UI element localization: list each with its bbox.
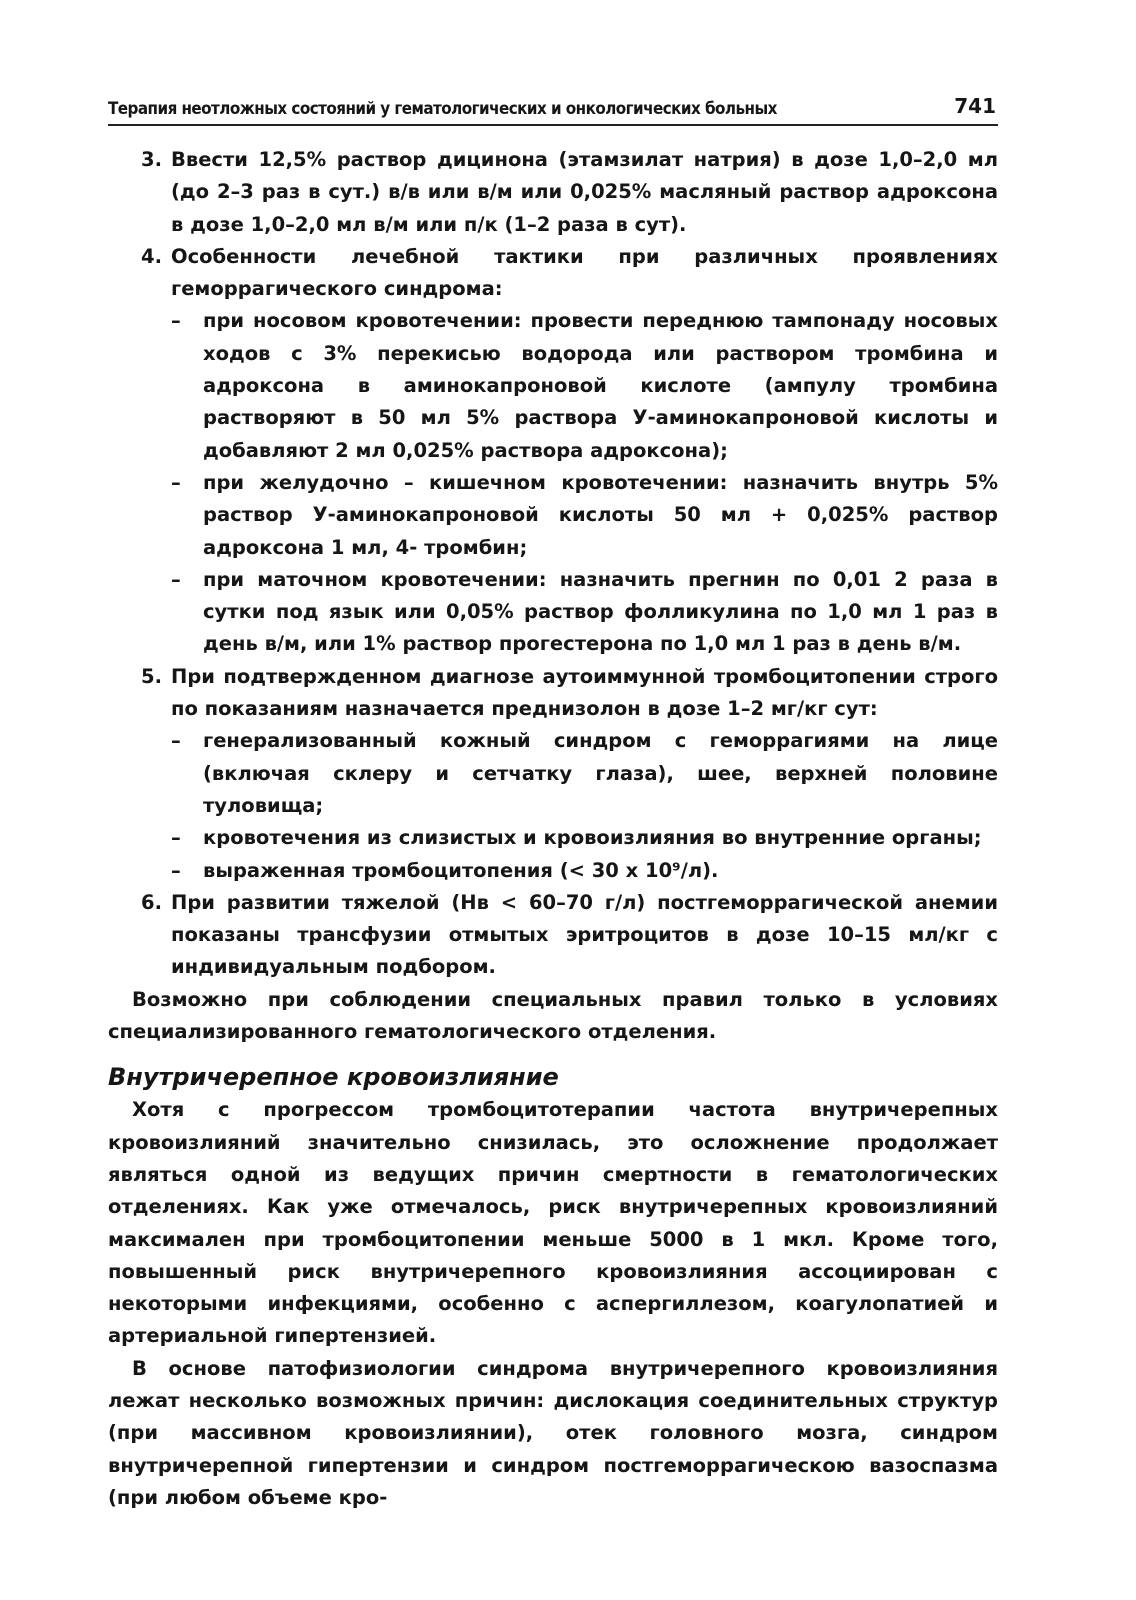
sub-item-text: при маточном кровотечении: назначить прегнин по 0,01 2 раза в сутки под язык или 0,05% раствор фолликулина по 1,0 мл 1 раз в день в/м, или 1% раствор прогестерона по 1,0 мл 1 раз в день в/м.	[203, 567, 998, 656]
list-number: 5.	[141, 664, 162, 688]
paragraph: В основе патофизиологии синдрома внутричерепного кровоизлияния лежат несколько возможных причин: дислокация соединительных структур (при массивном кровоизлиянии), отек головного мозга, синдром внутричерепной гипертензии и синдром постгеморрагическою вазоспазма (при любом объеме кро-	[108, 1356, 998, 1509]
sub-item-text: генерализованный кожный синдром с геморрагиями на лице (включая склеру и сетчатку глаза), шее, верхней половине туловища;	[203, 729, 998, 817]
dash-marker: –	[171, 309, 181, 333]
list-item-text: При развитии тяжелой (Нв < 60–70 г/л) постгеморрагической анемии показаны трансфузии отмытых эритроцитов в дозе 10–15 мл/кг с индивидуальным подбором.	[171, 890, 998, 979]
dash-marker: –	[171, 826, 181, 850]
sub-item-text: кровотечения из слизистых и кровоизлияния во внутренние органы;	[203, 826, 982, 850]
section-title: Внутричерепное кровоизлияние	[108, 1063, 559, 1092]
sub-item-text: при желудочно – кишечном кровотечении: назначить внутрь 5% раствор У-аминокапроновой кислоты 50 мл + 0,025% раствор адроксона 1 мл, 4- тромбин;	[203, 470, 998, 559]
dash-marker: –	[171, 858, 181, 882]
sub-item	[171, 822, 998, 854]
running-title: Терапия неотложных состояний у гематологических и онкологических больных	[108, 99, 777, 118]
list-item-3	[108, 144, 998, 241]
sub-item	[171, 855, 998, 887]
list-item-6	[108, 887, 998, 984]
running-header	[108, 88, 998, 126]
list-item-text: Особенности лечебной тактики при различных проявлениях геморрагического синдрома:	[171, 244, 998, 301]
sub-item	[171, 564, 998, 661]
dash-marker: –	[171, 567, 181, 591]
dash-marker: –	[171, 470, 181, 494]
sub-item-text: выраженная тромбоцитопения (< 30 х 10⁹/л).	[203, 858, 719, 882]
sub-item	[171, 305, 998, 466]
list-number: 4.	[141, 244, 162, 268]
body-text	[108, 144, 998, 1514]
sub-item	[171, 725, 998, 822]
list-item-text: При подтвержденном диагнозе аутоиммунной тромбоцитопении строго по показаниям назначается преднизолон в дозе 1–2 мг/кг сут:	[171, 664, 998, 721]
list-item-5	[108, 661, 998, 887]
list-item-text: Ввести 12,5% раствор дицинона (этамзилат натрия) в дозе 1,0–2,0 мл (до 2–3 раз в сут.) в/в или в/м или 0,025% масляный раствор адроксона в дозе 1,0–2,0 мл в/м или п/к (1–2 раза в сут).	[171, 148, 998, 236]
dash-marker: –	[171, 729, 181, 753]
list-number: 6.	[141, 890, 162, 914]
page-number: 741	[954, 94, 996, 118]
list-number: 3.	[141, 148, 162, 171]
sub-item	[171, 467, 998, 564]
closing-paragraph: Возможно при соблюдении специальных правил только в условиях специализированного гематологического отделения.	[108, 987, 998, 1044]
list-item-4	[108, 241, 998, 661]
paragraph: Хотя с прогрессом тромбоцитотерапии частота внутричерепных кровоизлияний значительно снизилась, это осложнение продолжает являться одной из ведущих причин смертности в гематологических отделениях. Как уже отмечалось, риск внутричерепных кровоизлияний максимален при тромбоцитопении меньше 5000 в 1 мкл. Кроме того, повышенный риск внутричерепного кровоизлияния ассоциирован с некоторыми инфекциями, особенно с аспергиллезом, коагулопатией и артериальной гипертензией.	[108, 1098, 998, 1348]
sub-item-text: при носовом кровотечении: провести переднюю тампонаду носовых ходов с 3% перекисью водорода или раствором тромбина и адроксона в аминокапроновой кислоте (ампулу тромбина растворяют в 50 мл 5% раствора У-аминокапроновой кислоты и добавляют 2 мл 0,025% раствора адроксона);	[203, 309, 998, 462]
